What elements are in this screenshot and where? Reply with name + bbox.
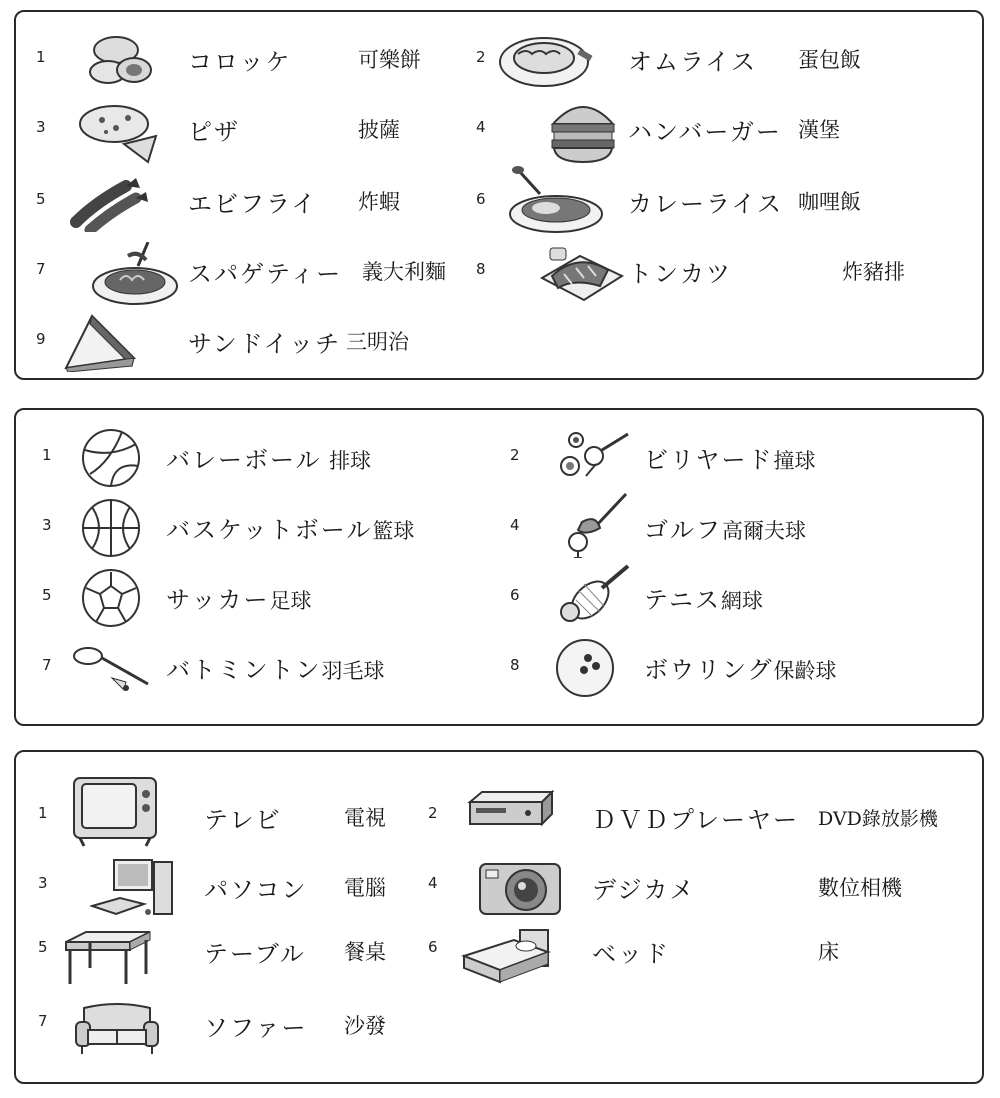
term-line xyxy=(644,510,806,545)
tonkatsu-icon xyxy=(538,242,624,302)
fried-shrimp-icon xyxy=(66,172,156,232)
katakana-word: サンドイッチ xyxy=(188,330,342,358)
chinese-word: 羽毛球 xyxy=(321,659,385,683)
katakana-word: トンカツ xyxy=(628,260,732,288)
sports-entry xyxy=(42,568,482,628)
item-number: 5 xyxy=(36,190,46,208)
household-entry xyxy=(38,990,458,1050)
chinese-word: 漢堡 xyxy=(798,118,840,142)
sports-entry xyxy=(42,638,482,698)
golf-icon xyxy=(556,492,632,558)
food-entry xyxy=(476,172,966,232)
food-entry xyxy=(36,100,476,160)
katakana-word: デジカメ xyxy=(592,876,696,904)
term-line xyxy=(166,650,385,685)
chinese-word: 三明治 xyxy=(346,330,409,354)
sandwich-icon xyxy=(62,312,138,372)
term-line xyxy=(644,650,837,685)
pizza-icon xyxy=(76,100,166,166)
item-number: 4 xyxy=(428,874,438,892)
personal-computer-icon xyxy=(90,858,174,920)
item-number: 6 xyxy=(476,190,486,208)
dvd-player-icon xyxy=(466,790,556,830)
item-number: 1 xyxy=(42,446,52,464)
term-line xyxy=(166,580,312,615)
term-line xyxy=(644,440,816,475)
food-entry xyxy=(476,100,966,160)
katakana-word: コロッケ xyxy=(188,48,292,76)
katakana-word: バスケットボール xyxy=(166,516,373,544)
item-number: 8 xyxy=(476,260,486,278)
item-number: 2 xyxy=(510,446,520,464)
katakana-word: オムライス xyxy=(628,48,758,76)
bed-icon xyxy=(460,926,552,990)
chinese-word: 炸蝦 xyxy=(358,190,400,214)
item-number: 1 xyxy=(36,48,46,66)
household-entry xyxy=(428,920,978,980)
household-entry xyxy=(38,920,458,980)
food-vocabulary-box xyxy=(14,10,984,380)
television-icon xyxy=(72,774,158,848)
item-number: 7 xyxy=(38,1012,48,1030)
billiards-icon xyxy=(556,428,632,488)
katakana-word: テーブル xyxy=(204,940,306,968)
chinese-word: 餐桌 xyxy=(344,940,386,964)
sports-entry xyxy=(510,568,950,628)
food-entry xyxy=(476,30,966,90)
food-entry xyxy=(36,172,476,232)
item-number: 3 xyxy=(36,118,46,136)
item-number: 2 xyxy=(476,48,486,66)
chinese-word: 保齡球 xyxy=(773,659,837,683)
chinese-word: 沙發 xyxy=(344,1014,386,1038)
item-number: 2 xyxy=(428,804,438,822)
table-icon xyxy=(62,928,154,988)
item-number: 3 xyxy=(38,874,48,892)
item-number: 4 xyxy=(476,118,486,136)
volleyball-icon xyxy=(80,428,142,488)
bowling-ball-icon xyxy=(550,638,620,698)
food-entry xyxy=(36,312,476,372)
spaghetti-icon xyxy=(90,242,180,306)
chinese-word: 電視 xyxy=(344,806,386,830)
chinese-word: 炸豬排 xyxy=(842,260,905,284)
item-number: 3 xyxy=(42,516,52,534)
katakana-word: カレーライス xyxy=(628,190,784,218)
katakana-word: ＤＶＤプレーヤー xyxy=(592,806,800,834)
katakana-word: テレビ xyxy=(204,806,282,834)
chinese-word: 排球 xyxy=(329,449,372,473)
food-entry xyxy=(476,242,966,302)
chinese-word: 足球 xyxy=(269,589,312,613)
item-number: 5 xyxy=(42,586,52,604)
chinese-word: 撞球 xyxy=(773,449,816,473)
chinese-word: 網球 xyxy=(721,589,764,613)
katakana-word: テニス xyxy=(644,586,722,614)
katakana-word: ハンバーガー xyxy=(628,118,782,146)
term-line xyxy=(644,580,763,615)
curry-rice-icon xyxy=(506,164,606,236)
katakana-word: ビリヤード xyxy=(644,446,774,474)
katakana-word: スパゲティー xyxy=(188,260,343,288)
chinese-word: 披薩 xyxy=(358,118,400,142)
item-number: 7 xyxy=(42,656,52,674)
katakana-word: エビフライ xyxy=(188,190,318,218)
badminton-icon xyxy=(72,638,152,698)
household-entry xyxy=(428,850,978,910)
chinese-word: 電腦 xyxy=(344,876,386,900)
item-number: 5 xyxy=(38,938,48,956)
chinese-word: 可樂餅 xyxy=(358,48,421,72)
sports-entry xyxy=(42,428,482,488)
term-line xyxy=(166,510,414,545)
katakana-word: ソファー xyxy=(204,1014,308,1042)
chinese-word: DVD錄放影機 xyxy=(818,808,938,830)
katakana-word: サッカー xyxy=(166,586,270,614)
sports-entry xyxy=(510,638,950,698)
katakana-word: ベッド xyxy=(592,940,670,968)
soccer-ball-icon xyxy=(80,568,142,628)
item-number: 9 xyxy=(36,330,46,348)
household-entry xyxy=(38,850,458,910)
sports-entry xyxy=(42,498,482,558)
item-number: 6 xyxy=(510,586,520,604)
tennis-icon xyxy=(556,564,632,628)
katakana-word: ピザ xyxy=(188,118,240,146)
katakana-word: パソコン xyxy=(204,876,308,904)
digital-camera-icon xyxy=(478,858,564,920)
item-number: 6 xyxy=(428,938,438,956)
food-entry xyxy=(36,30,476,90)
chinese-word: 數位相機 xyxy=(818,876,902,900)
chinese-word: 咖哩飯 xyxy=(798,190,861,214)
item-number: 4 xyxy=(510,516,520,534)
household-entry xyxy=(428,780,978,840)
sports-entry xyxy=(510,498,950,558)
item-number: 7 xyxy=(36,260,46,278)
term-line xyxy=(166,440,371,475)
chinese-word: 高爾夫球 xyxy=(722,519,806,543)
sports-vocabulary-box xyxy=(14,408,984,726)
household-vocabulary-box xyxy=(14,750,984,1084)
chinese-word: 籃球 xyxy=(372,519,415,543)
sports-entry xyxy=(510,428,950,488)
basketball-icon xyxy=(80,498,142,558)
sofa-icon xyxy=(72,1000,162,1058)
chinese-word: 床 xyxy=(818,940,839,964)
item-number: 1 xyxy=(38,804,48,822)
katakana-word: ゴルフ xyxy=(644,516,722,544)
katakana-word: バレーボール xyxy=(166,446,322,474)
croquette-icon xyxy=(76,30,166,90)
omurice-icon xyxy=(496,30,596,90)
hamburger-icon xyxy=(548,94,618,166)
katakana-word: ボウリング xyxy=(644,656,774,684)
chinese-word: 義大利麵 xyxy=(362,260,446,284)
household-entry xyxy=(38,780,458,840)
katakana-word: バトミントン xyxy=(166,656,322,684)
item-number: 8 xyxy=(510,656,520,674)
food-entry xyxy=(36,242,476,302)
chinese-word: 蛋包飯 xyxy=(798,48,861,72)
